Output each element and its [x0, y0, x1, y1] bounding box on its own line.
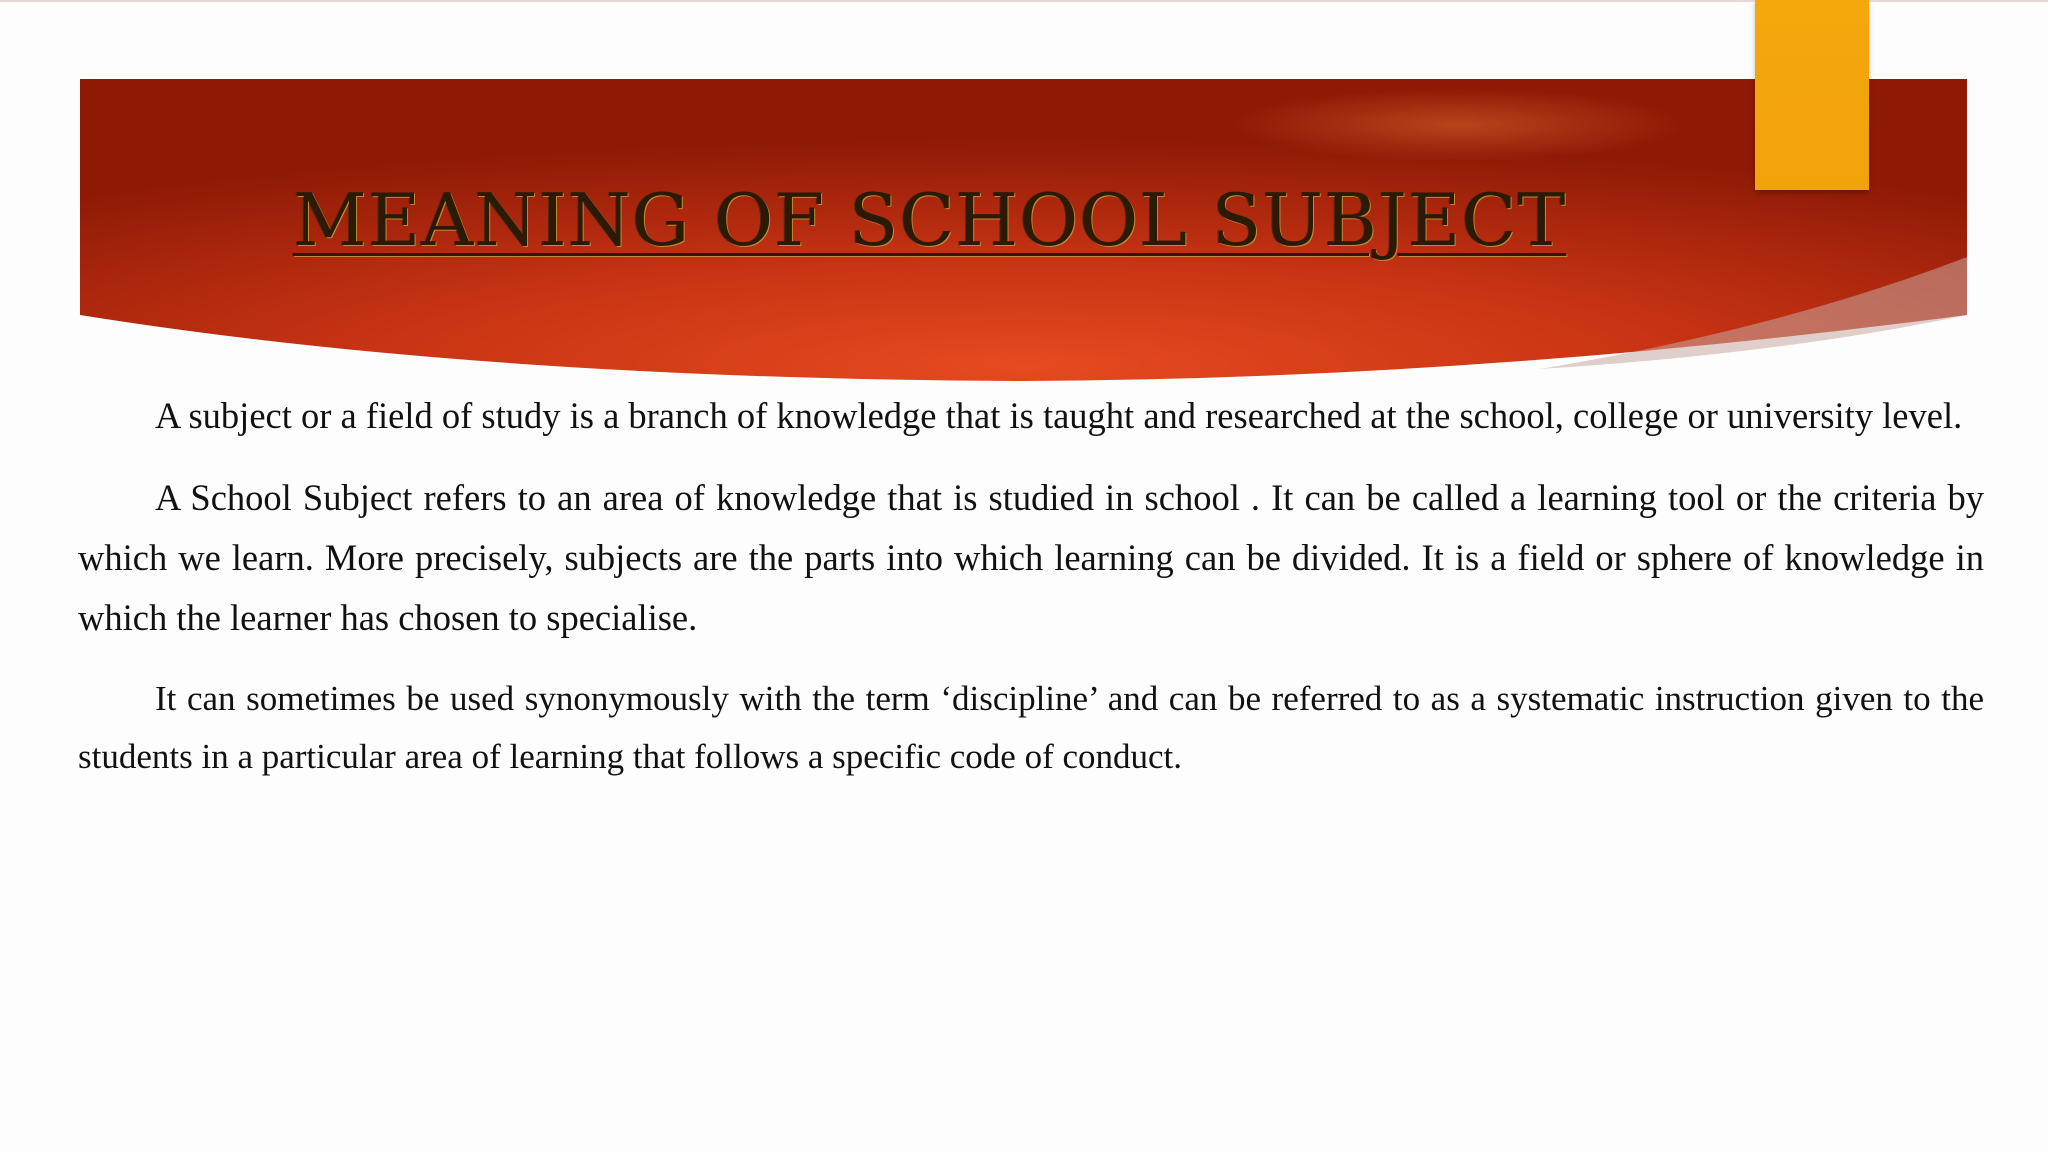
slide-body	[78, 386, 1984, 786]
paragraph-discipline: It can sometimes be used synonymously with the term ‘discipline’ and can be referred to as a systematic instruction given to the students in a particular area of learning that follows a specific code of conduct.	[78, 679, 1984, 776]
paragraph-school-subject: A School Subject refers to an area of knowledge that is studied in school . It can be called a learning tool or the criteria by which we learn. More precisely, subjects are the parts into which learning can be divided. It is a field or sphere of knowledge in which the learner has chosen to specialise.	[78, 477, 1984, 638]
paragraph-definition: A subject or a field of study is a branch of knowledge that is taught and researched at the school, college or university level.	[155, 395, 1963, 436]
slide-title: MEANING OF SCHOOL SUBJECT	[293, 178, 1567, 262]
top-edge-line	[0, 0, 2048, 2]
accent-tab	[1755, 0, 1869, 190]
